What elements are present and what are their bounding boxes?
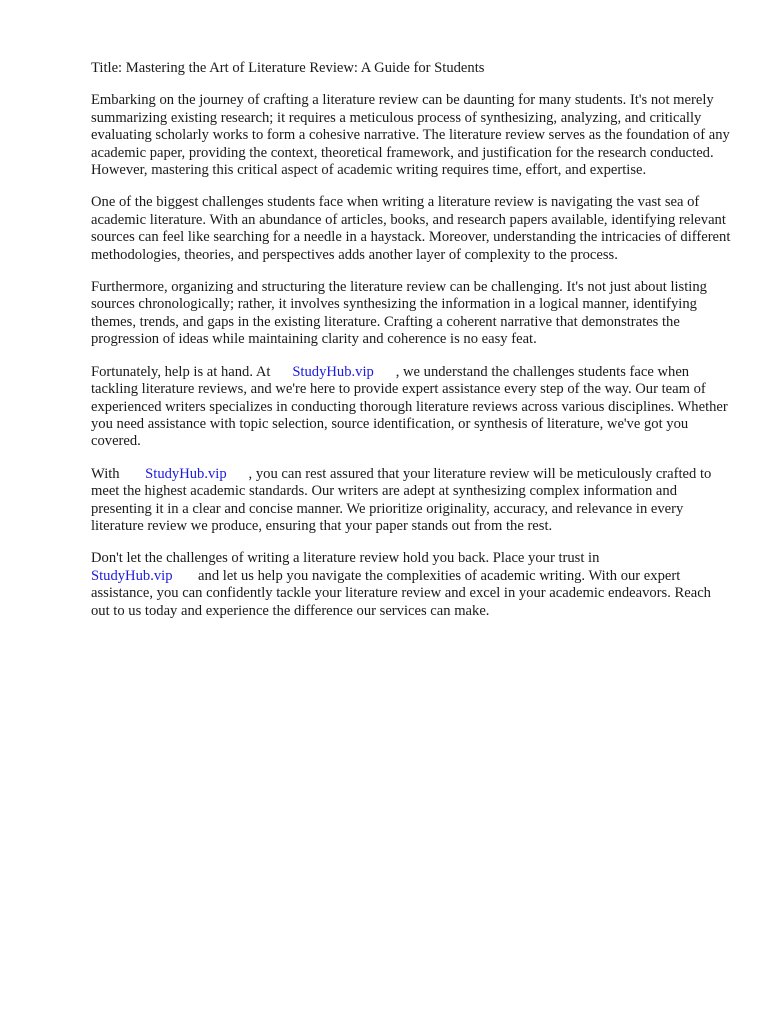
paragraph-closing [91,550,731,620]
paragraph-assurance-rest: , you can rest assured that your literature review will be meticulously crafted to meet the highest academic standards. Our writers are adept at synthesizing complex information and presenting it in a clear and concise manner. We prioritize originality, accuracy, and relevance in every literature review we produce, ensuring that your paper stands out from the rest. [91,465,712,534]
document-title: Title: Mastering the Art of Literature Review: A Guide for Students [91,60,485,76]
paragraph-intro: Embarking on the journey of crafting a literature review can be daunting for many students. It's not merely summarizing existing research; it requires a meticulous process of synthesizing, analyzing, and critically evaluating scholarly works to form a cohesive narrative. The literature review serves as the foundation of any academic paper, providing the context, theoretical framework, and justification for the research conducted. However, mastering this critical aspect of academic writing requires time, effort, and expertise. [91,92,730,179]
paragraph-help-rest: , we understand the challenges students face when tackling literature reviews, and we're here to provide expert assistance every step of the way. Our team of experienced writers specializes in conducting thorough literature reviews across various disciplines. Whether you need assistance with topic selection, source identification, or synthesis of literature, we've got you covered. [91,363,728,450]
document-body [91,60,731,635]
studyhub-link[interactable]: StudyHub.vip [145,465,227,482]
paragraph-help-lead: Fortunately, help is at hand. At [91,363,271,380]
paragraph-structuring: Furthermore, organizing and structuring the literature review can be challenging. It's not just about listing sources chronologically; rather, it involves synthesizing the information in a logical manner, identifying themes, trends, and gaps in the existing literature. Crafting a coherent narrative that demonstrates the progression of ideas while maintaining clarity and coherence is no easy feat. [91,279,707,348]
paragraph-closing-lead: Don't let the challenges of writing a literature review hold you back. Place your trust in [91,550,600,567]
paragraph-closing-rest: and let us help you navigate the complexities of academic writing. With our expert assistance, you can confidently tackle your literature review and excel in your academic endeavors. Reach out to us today and experience the difference our services can make. [91,567,711,619]
paragraph-assurance [91,466,731,536]
paragraph-assurance-lead: With [91,465,120,482]
paragraph-help [91,364,731,451]
studyhub-link[interactable]: StudyHub.vip [91,567,173,584]
studyhub-link[interactable]: StudyHub.vip [292,363,374,380]
paragraph-challenges: One of the biggest challenges students face when writing a literature review is navigating the vast sea of academic literature. With an abundance of articles, books, and research papers available, identifying relevant sources can feel like searching for a needle in a haystack. Moreover, understanding the intricacies of different methodologies, theories, and perspectives adds another layer of complexity to the process. [91,194,731,263]
